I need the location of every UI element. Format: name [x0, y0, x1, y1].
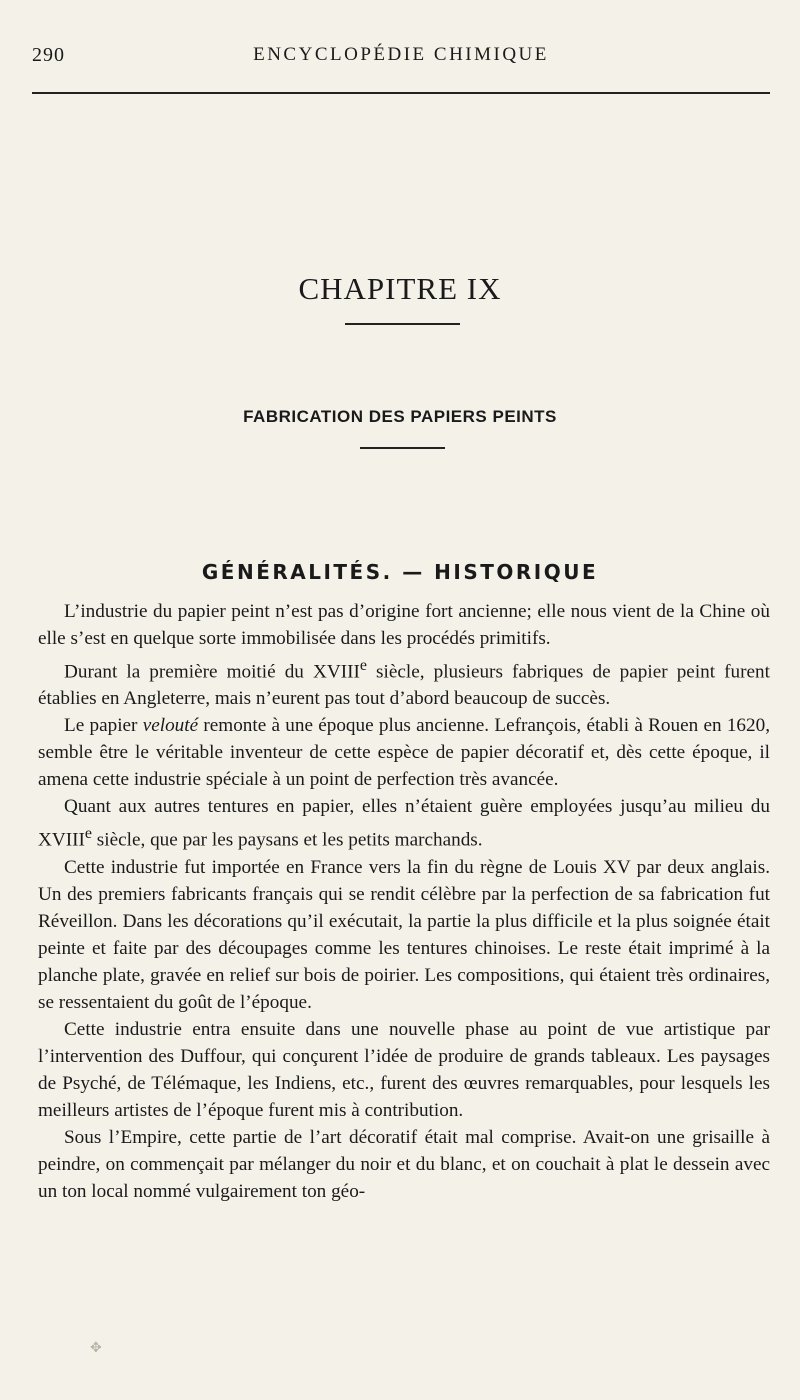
chapter-subtitle: FABRICATION DES PAPIERS PEINTS	[243, 407, 557, 427]
paragraph-3: Le papier velouté remonte à une époque plus ancienne. Lefrançois, établi à Rouen en 1620, semble être le véritable inventeur de cette espèce de papier décoratif et, dès cette époque, il amena cette industrie spéciale à un point de perfection très avancée.	[38, 715, 770, 791]
section-heading: GÉNÉRALITÉS. — HISTORIQUE	[201, 560, 599, 584]
paragraph-4: Quant aux autres tentures en papier, elles n’étaient guère employées jusqu’au milieu du XVIIIe siècle, que par les paysans et les petits marchands.	[38, 796, 770, 851]
header-rule	[32, 92, 770, 94]
chapter-divider-top	[345, 323, 460, 325]
paragraph-1: L’industrie du papier peint n’est pas d’origine fort ancienne; elle nous vient de la Chine où elle s’est en quelque sorte immobilisée dans les procédés primitifs.	[38, 601, 770, 649]
paragraph-2: Durant la première moitié du XVIIIe siècle, plusieurs fabriques de papier peint furent établies en Angleterre, mais n’eurent pas tout d’abord beaucoup de succès.	[38, 657, 770, 710]
page-header	[32, 44, 770, 72]
emphasis-velour: velouté	[142, 715, 199, 737]
chapter-divider-bottom	[360, 447, 445, 449]
body-text	[38, 598, 770, 1205]
paragraph-6: Cette industrie entra ensuite dans une nouvelle phase au point de vue artistique par l’intervention des Duffour, qui conçurent l’idée de produire de grands tableaux. Les paysages de Psyché, de Télémaque, les Indiens, etc., furent des œuvres remarquables, pour lesquels les meilleurs artistes de l’époque furent mis à contribution.	[38, 1018, 770, 1121]
running-title: ENCYCLOPÉDIE CHIMIQUE	[253, 44, 549, 65]
paragraph-5: Cette industrie fut importée en France vers la fin du règne de Louis XV par deux anglais. Un des premiers fabricants français qui se rendit célèbre par la perfection de sa fabrication fut Réveillon. Dans les décorations qu’il exécutait, la partie la plus difficile et la plus soignée était peinte et faite par des découpages comme les tentures chinoises. Le reste était imprimé à la planche plate, gravée en relief sur bois de poirier. Les compositions, qui étaient très ordinaires, se ressentaient du goût de l’époque.	[38, 856, 770, 1013]
chapter-title: CHAPITRE IX	[298, 270, 502, 306]
page-number: 290	[32, 44, 65, 66]
ink-stain-mark: ✥	[90, 1341, 102, 1356]
paragraph-7: Sous l’Empire, cette partie de l’art décoratif était mal comprise. Avait-on une grisaille à peindre, on commençait par mélanger du noir et du blanc, et on couchait à plat le dessein avec un ton local nommé vulgairement ton géo-	[38, 1126, 770, 1202]
